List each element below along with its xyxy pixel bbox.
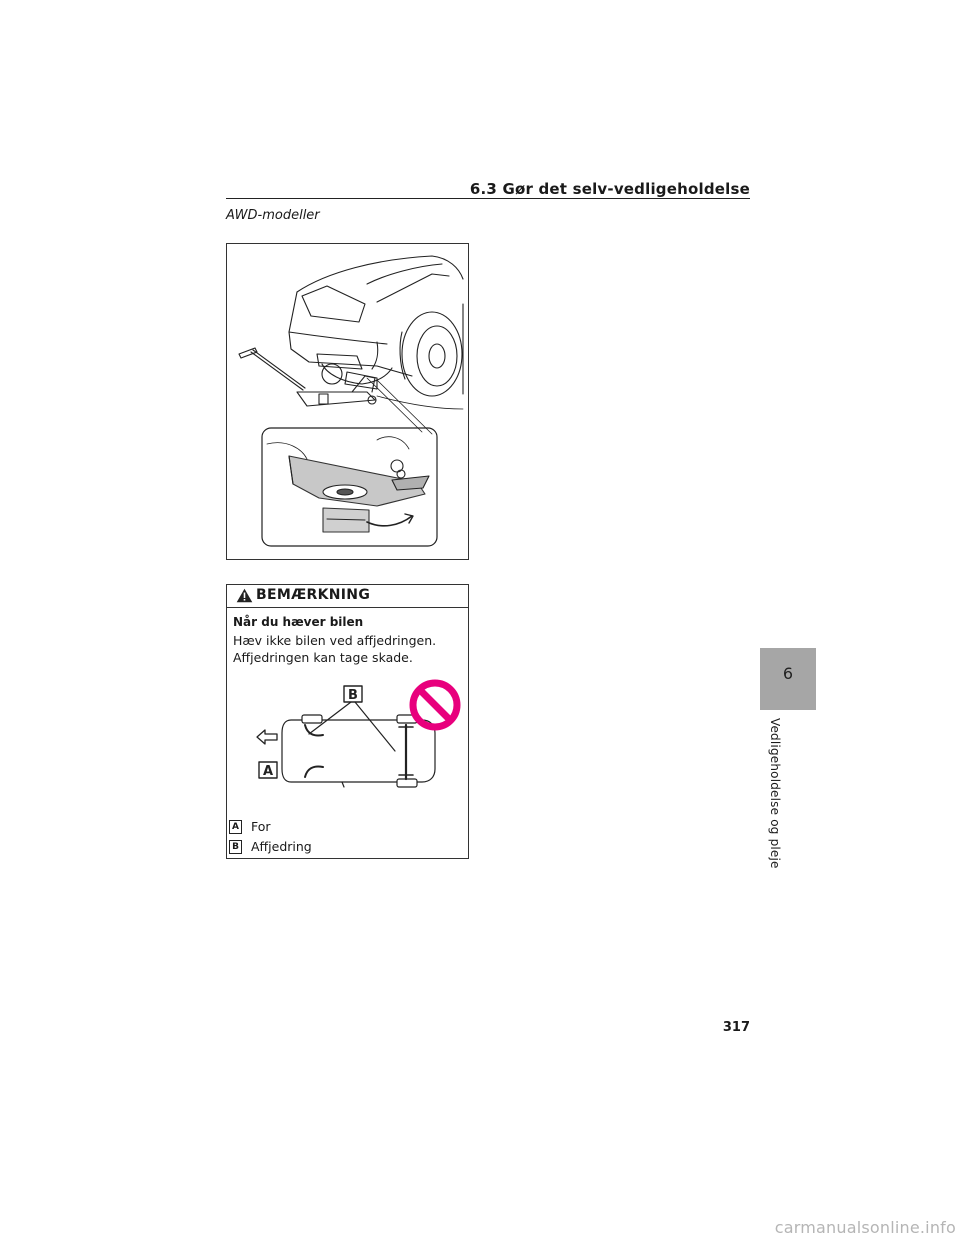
- section-header: 6.3 Gør det selv-vedligeholdelse: [469, 180, 750, 198]
- prohibition-icon: [413, 683, 457, 727]
- watermark: carmanualsonline.info: [774, 1218, 956, 1237]
- header-rule: [226, 198, 750, 199]
- legend-item-a: [229, 818, 271, 834]
- warning-icon: [236, 588, 253, 603]
- legend-text: For: [251, 819, 271, 834]
- legend-item-b: [229, 838, 312, 854]
- notice-subtitle: Når du hæver bilen: [233, 615, 364, 629]
- legend-text: Affjedring: [251, 839, 312, 854]
- suspension-diagram: [247, 677, 467, 797]
- label-a: A: [262, 764, 274, 779]
- notice-line: Affjedringen kan tage skade.: [233, 650, 413, 665]
- notice-title: BEMÆRKNING: [256, 587, 371, 603]
- notice-box: [226, 584, 469, 859]
- legend-key: B: [229, 840, 242, 854]
- model-label: AWD-modeller: [226, 208, 320, 223]
- legend-key: A: [229, 820, 242, 834]
- notice-line: Hæv ikke bilen ved affjedringen.: [233, 633, 437, 648]
- jack-illustration: [226, 243, 469, 560]
- page-number: 317: [722, 1020, 750, 1035]
- chapter-title-text: Vedligeholdelse og pleje: [768, 718, 782, 869]
- chapter-number: 6: [782, 664, 794, 683]
- chapter-title: [768, 718, 788, 868]
- notice-header: [227, 585, 468, 608]
- notice-body: [233, 632, 463, 666]
- label-b: B: [348, 688, 358, 703]
